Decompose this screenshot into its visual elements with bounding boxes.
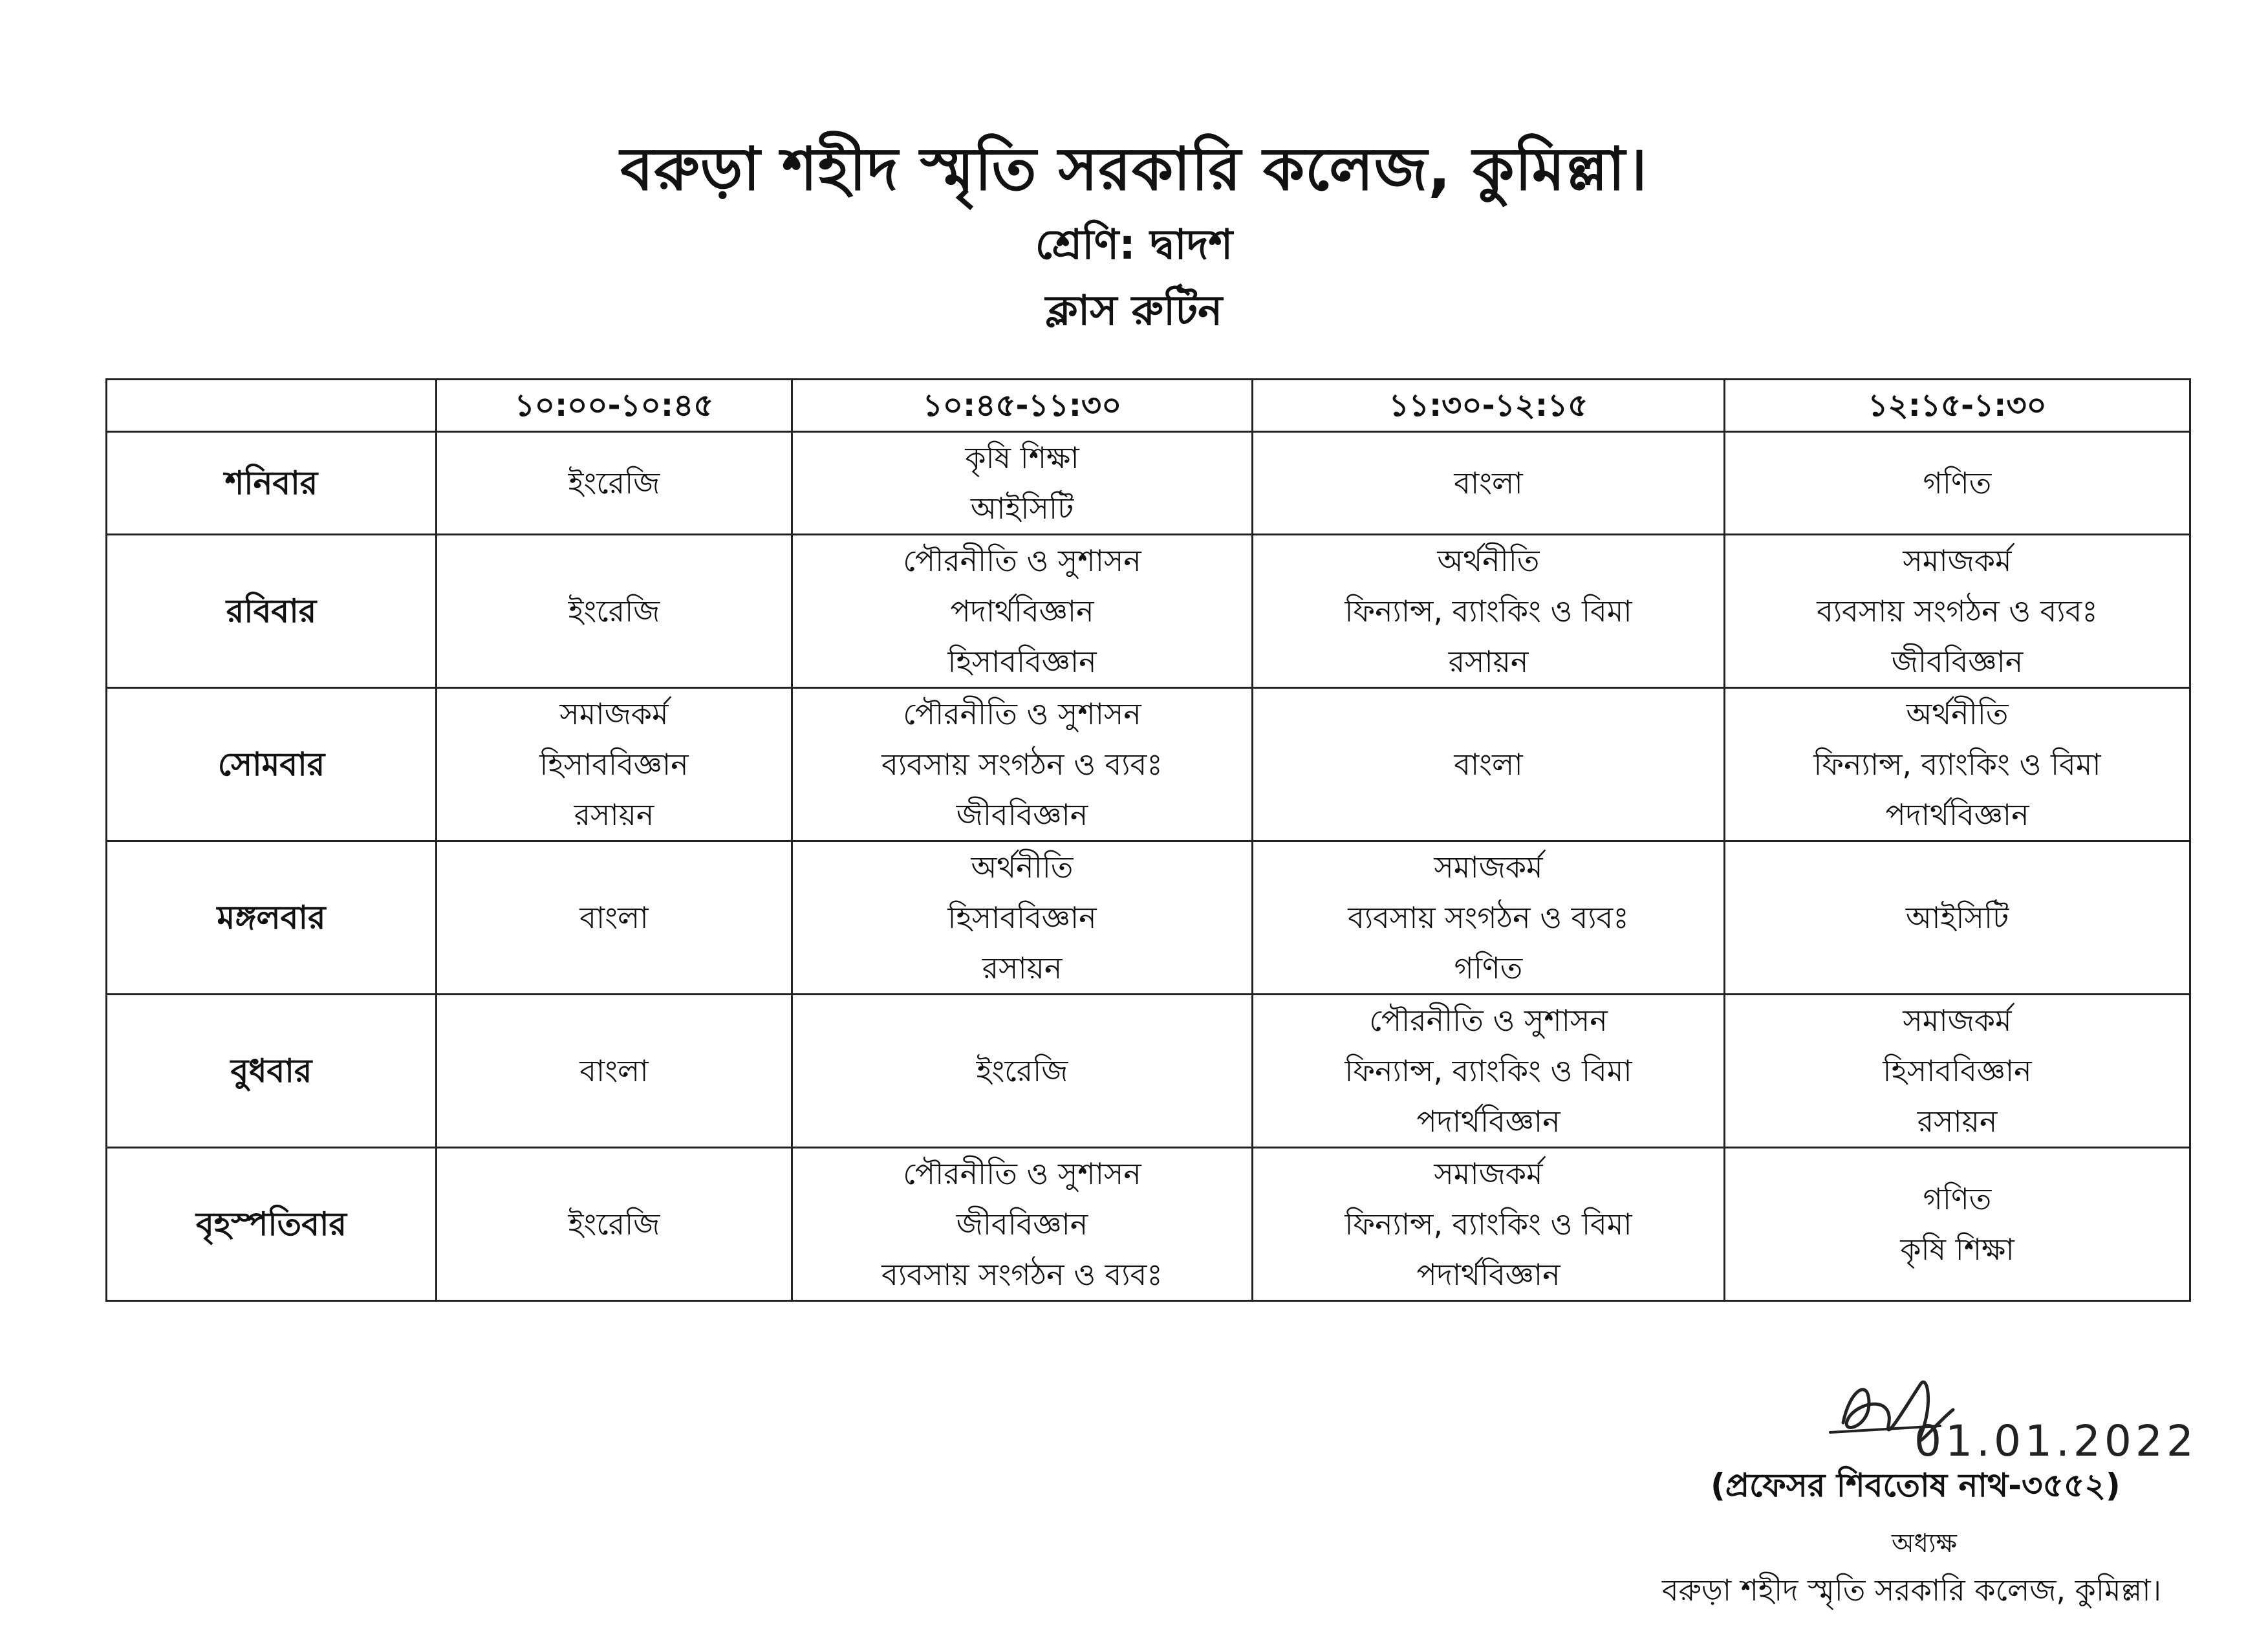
routine-cell [792, 841, 1253, 995]
subject-label: রসায়ন [1448, 644, 1529, 679]
day-label: বুধবার [107, 995, 437, 1148]
subject-label: রসায়ন [1917, 1104, 1998, 1139]
day-label: বৃহস্পতিবার [107, 1148, 437, 1301]
class-line: শ্রেণি: দ্বাদশ [1035, 221, 1233, 269]
routine-cell [1253, 688, 1725, 841]
day-label: শনিবার [107, 432, 437, 535]
subject-label: সমাজকর্ম [1434, 1156, 1543, 1191]
subject-label: রসায়ন [982, 951, 1063, 986]
subject-label: ফিন্যান্স, ব্যাংকিং ও বিমা [1345, 1053, 1632, 1088]
day-row [107, 1148, 2190, 1301]
subject-label: জীববিজ্ঞান [1891, 644, 2024, 679]
routine-cell [437, 432, 792, 535]
signatory-name: (প্রফেসর শিবতোষ নাথ-৩৫৫২) [1711, 1467, 2121, 1504]
time-slot-header: ১১:৩০-১২:১৫ [1253, 380, 1725, 432]
subject-label: জীববিজ্ঞান [956, 797, 1088, 832]
subject-label: রসায়ন [574, 797, 654, 832]
routine-cell [792, 688, 1253, 841]
subject-label: পদার্থবিজ্ঞান [950, 594, 1094, 629]
day-row [107, 995, 2190, 1148]
signatory-role: অধ্যক্ষ [1892, 1529, 1958, 1558]
subject-label: আইসিটি [970, 491, 1074, 526]
subject-label: ইংরেজি [568, 1207, 660, 1242]
subject-label: বাংলা [1454, 747, 1523, 782]
subject-label: আইসিটি [1905, 900, 2009, 935]
routine-cell [792, 1148, 1253, 1301]
subject-label: গণিত [1923, 466, 1992, 501]
subject-label: সমাজকর্ম [1903, 543, 2012, 578]
subject-label: হিসাববিজ্ঞান [947, 900, 1097, 935]
subject-label: গণিত [1923, 1181, 1992, 1216]
routine-cell [1725, 841, 2190, 995]
day-row [107, 432, 2190, 535]
routine-cell [1253, 841, 1725, 995]
signatory-institution: বরুড়া শহীদ স্মৃতি সরকারি কলেজ, কুমিল্লা। [1662, 1573, 2162, 1608]
day-row [107, 688, 2190, 841]
routine-title: ক্লাস রুটিন [1045, 287, 1223, 335]
routine-cell [1725, 688, 2190, 841]
college-title: বরুড়া শহীদ স্মৃতি সরকারি কলেজ, কুমিল্লা। [620, 135, 1648, 204]
subject-label: হিসাববিজ্ঞান [1883, 1053, 2032, 1088]
subject-label: সমাজকর্ম [1903, 1003, 2012, 1038]
subject-label: বাংলা [579, 900, 649, 935]
subject-label: সমাজকর্ম [1434, 850, 1543, 885]
subject-label: গণিত [1454, 951, 1523, 986]
subject-label: ইংরেজি [568, 466, 660, 501]
subject-label: ব্যবসায় সংগঠন ও ব্যবঃ [881, 747, 1163, 782]
routine-cell [1253, 1148, 1725, 1301]
subject-label: ইংরেজি [976, 1053, 1068, 1088]
time-slot-header: ১০:০০-১০:৪৫ [437, 380, 792, 432]
subject-label: জীববিজ্ঞান [956, 1207, 1088, 1242]
routine-cell [437, 535, 792, 688]
subject-label: বাংলা [1454, 466, 1523, 501]
routine-cell [437, 995, 792, 1148]
subject-label: ব্যবসায় সংগঠন ও ব্যবঃ [1817, 594, 2098, 629]
subject-label: পৌরনীতি ও সুশাসন [903, 543, 1141, 578]
routine-cell [437, 688, 792, 841]
subject-label: ফিন্যান্স, ব্যাংকিং ও বিমা [1813, 747, 2101, 782]
subject-label: অর্থনীতি [1437, 543, 1540, 578]
time-slot-header: ১২:১৫-১:৩০ [1725, 380, 2190, 432]
subject-label: পৌরনীতি ও সুশাসন [903, 1156, 1141, 1191]
routine-table [105, 378, 2191, 1302]
day-label: মঙ্গলবার [107, 841, 437, 995]
subject-label: সমাজকর্ম [559, 696, 669, 731]
subject-label: ব্যবসায় সংগঠন ও ব্যবঃ [881, 1257, 1163, 1292]
subject-label: ব্যবসায় সংগঠন ও ব্যবঃ [1348, 900, 1629, 935]
subject-label: পৌরনীতি ও সুশাসন [903, 696, 1141, 731]
subject-label: ফিন্যান্স, ব্যাংকিং ও বিমা [1345, 1207, 1632, 1242]
subject-label: পদার্থবিজ্ঞান [1416, 1257, 1561, 1292]
subject-label: পৌরনীতি ও সুশাসন [1369, 1003, 1608, 1038]
signature-date: 01.01.2022 [1914, 1416, 2198, 1466]
day-label: সোমবার [107, 688, 437, 841]
subject-label: পদার্থবিজ্ঞান [1885, 797, 2029, 832]
day-label: রবিবার [107, 535, 437, 688]
subject-label: ফিন্যান্স, ব্যাংকিং ও বিমা [1345, 594, 1632, 629]
routine-cell [1253, 535, 1725, 688]
subject-label: কৃষি শিক্ষা [1900, 1232, 2014, 1267]
routine-cell [1725, 995, 2190, 1148]
subject-label: ইংরেজি [568, 594, 660, 629]
routine-cell [792, 535, 1253, 688]
subject-label: অর্থনীতি [1906, 696, 2009, 731]
subject-label: কৃষি শিক্ষা [965, 440, 1079, 475]
routine-cell [792, 995, 1253, 1148]
time-header-row [107, 380, 2190, 432]
subject-label: অর্থনীতি [971, 850, 1074, 885]
routine-cell [792, 432, 1253, 535]
routine-cell [1725, 432, 2190, 535]
routine-cell [437, 841, 792, 995]
subject-label: হিসাববিজ্ঞান [947, 644, 1097, 679]
routine-cell [1725, 1148, 2190, 1301]
time-slot-header: ১০:৪৫-১১:৩০ [792, 380, 1253, 432]
day-row [107, 841, 2190, 995]
routine-cell [437, 1148, 792, 1301]
routine-cell [1725, 535, 2190, 688]
corner-cell [107, 380, 437, 432]
subject-label: হিসাববিজ্ঞান [539, 747, 689, 782]
subject-label: বাংলা [579, 1053, 649, 1088]
subject-label: পদার্থবিজ্ঞান [1416, 1104, 1561, 1139]
routine-cell [1253, 432, 1725, 535]
day-row [107, 535, 2190, 688]
routine-cell [1253, 995, 1725, 1148]
